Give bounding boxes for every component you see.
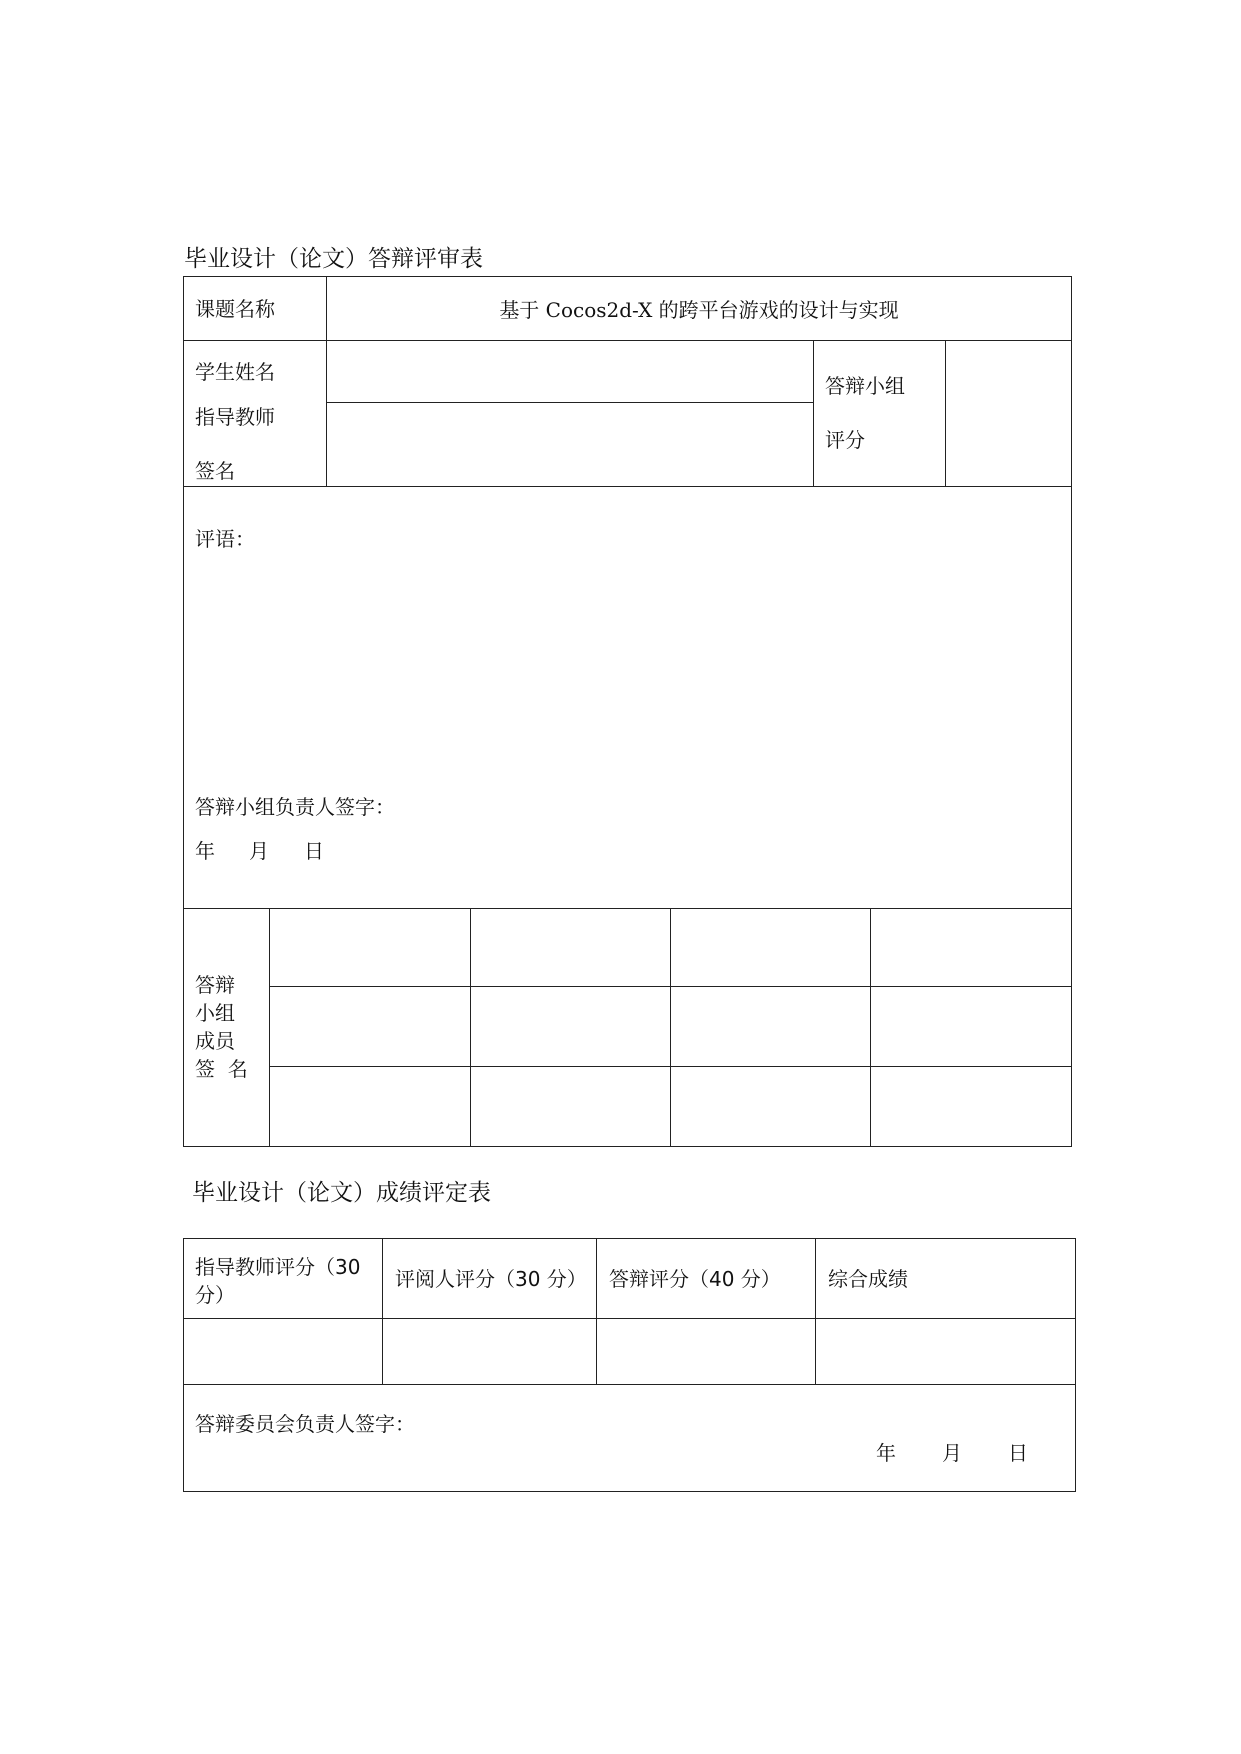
row-divider-comments	[183, 908, 1072, 909]
grade-header-defense: 答辩评分（40 分）	[609, 1267, 781, 1291]
row-divider-student	[326, 402, 813, 403]
grade-header-overall: 综合成绩	[828, 1267, 908, 1291]
grade-row-divider-header	[183, 1318, 1076, 1319]
grade-date-year: 年	[876, 1441, 896, 1465]
col-divider-members-a	[470, 908, 471, 1147]
col-divider-score-label	[813, 340, 814, 486]
col-divider-score-value	[945, 340, 946, 486]
student-name-label: 学生姓名	[195, 360, 275, 384]
grade-col-divider-1	[382, 1238, 383, 1384]
date-month: 月	[249, 839, 269, 863]
topic-value: 基于 Cocos2d-X 的跨平台游戏的设计与实现	[499, 298, 899, 322]
committee-leader-sign-label: 答辩委员会负责人签字：	[195, 1412, 415, 1436]
col-divider-members-c	[870, 908, 871, 1147]
grade-date-day: 日	[1008, 1441, 1028, 1465]
advisor-sign-label-line1: 指导教师	[195, 405, 275, 429]
date-year: 年	[195, 839, 215, 863]
row-divider-info	[183, 486, 1072, 487]
date-day: 日	[304, 839, 324, 863]
defense-review-border	[183, 276, 1072, 1147]
members-label-line2: 小组	[195, 1001, 235, 1025]
defense-review-title: 毕业设计（论文）答辩评审表	[184, 246, 483, 272]
topic-label: 课题名称	[195, 297, 275, 321]
members-label-line4: 签 名	[195, 1057, 248, 1081]
grade-col-divider-2	[596, 1238, 597, 1384]
members-label-line3: 成员	[195, 1029, 235, 1053]
group-score-label-line2: 评分	[825, 428, 865, 452]
group-leader-sign-label: 答辩小组负责人签字：	[195, 795, 395, 819]
grade-row-divider-values	[183, 1384, 1076, 1385]
grade-date-month: 月	[942, 1441, 962, 1465]
col-divider-members-label	[269, 908, 270, 1147]
group-score-label-line1: 答辩小组	[825, 374, 905, 398]
members-label-line1: 答辩	[195, 973, 235, 997]
grade-header-reviewer: 评阅人评分（30 分）	[395, 1267, 587, 1291]
grade-table-title: 毕业设计（论文）成绩评定表	[192, 1180, 491, 1206]
col-divider-members-b	[670, 908, 671, 1147]
row-divider-topic	[183, 340, 1072, 341]
comments-label: 评语：	[195, 527, 255, 551]
grade-col-divider-3	[815, 1238, 816, 1384]
advisor-sign-label-line2: 签名	[195, 459, 235, 483]
grade-header-advisor: 指导教师评分（30 分）	[195, 1255, 361, 1307]
